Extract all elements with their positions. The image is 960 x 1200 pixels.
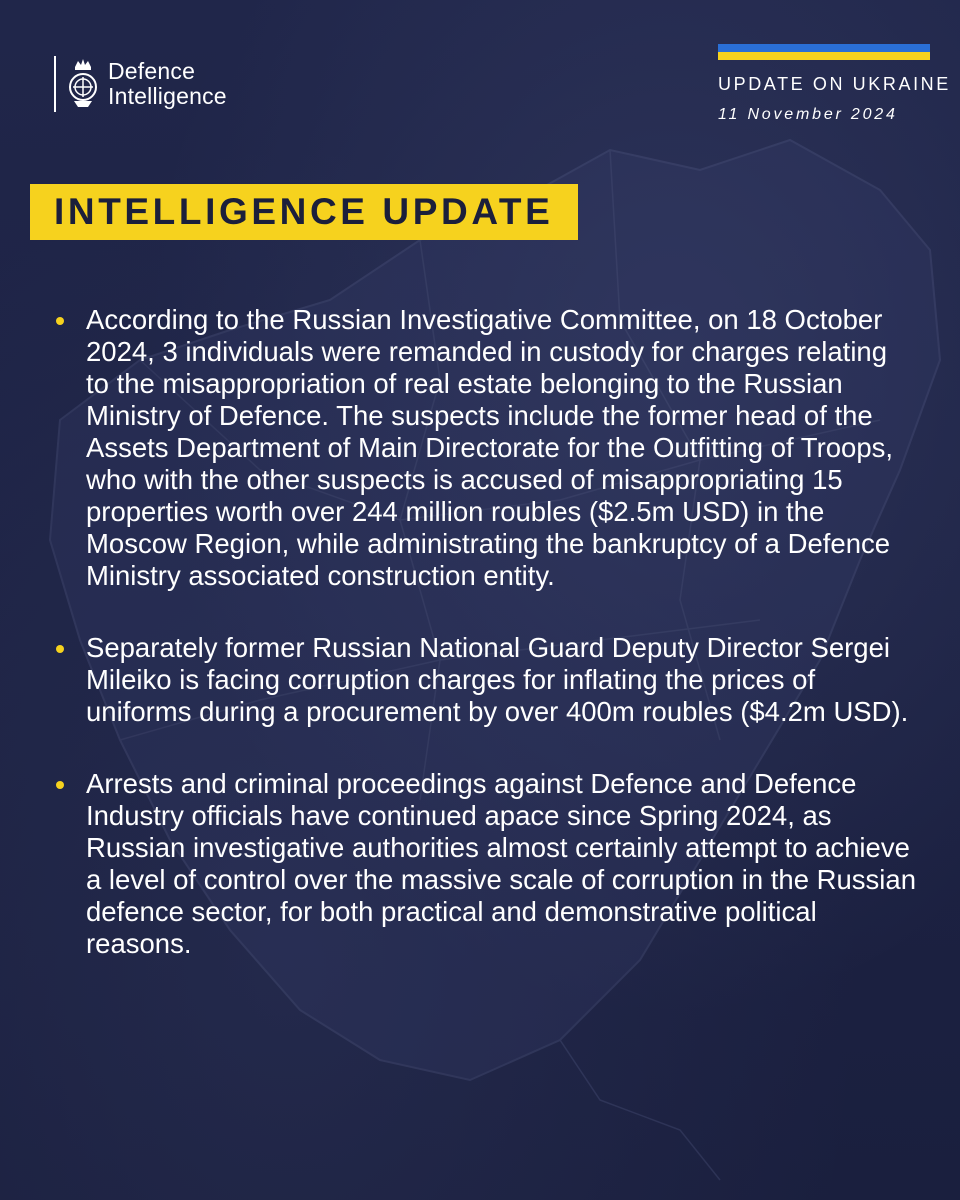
brand-line-intelligence: Intelligence	[108, 83, 227, 109]
bullet-dot-icon	[56, 317, 64, 325]
bullet-item	[56, 768, 916, 960]
bullet-item	[56, 304, 916, 592]
bullet-dot-icon	[56, 645, 64, 653]
bullet-text: Arrests and criminal proceedings against Defence and Defence Industry officials have continued apace since Spring 2024, as Russian investigative authorities almost certainly attempt to achieve a level of control over the massive scale of corruption in the Russian defence sector, for both practical and demonstrative political reasons.	[86, 768, 916, 959]
flag-blue-stripe	[718, 44, 930, 52]
brand-line-defence: Defence	[108, 58, 196, 84]
bullet-list	[56, 304, 916, 1000]
royal-crest-icon	[66, 57, 100, 111]
update-date: 11 November 2024	[718, 106, 898, 123]
bullet-dot-icon	[56, 781, 64, 789]
ukraine-flag	[718, 44, 930, 60]
flag-yellow-stripe	[718, 52, 930, 60]
update-on-ukraine-label: UPDATE ON UKRAINE	[718, 74, 951, 94]
bullet-text: Separately former Russian National Guard Deputy Director Sergei Mileiko is facing corruption charges for inflating the prices of uniforms during a procurement by over 400m roubles ($4.2m USD).	[86, 632, 909, 727]
intelligence-update-banner: INTELLIGENCE UPDATE	[30, 184, 578, 240]
logo-divider	[54, 56, 56, 112]
defence-intelligence-logo	[54, 56, 227, 112]
bullet-text: According to the Russian Investigative Committee, on 18 October 2024, 3 individuals were remanded in custody for charges relating to the misappropriation of real estate belonging to the Russian Ministry of Defence. The suspects include the former head of the Assets Department of Main Directorate for the Outfitting of Troops, who with the other suspects is accused of misappropriating 15 properties worth over 244 million roubles ($2.5m USD) in the Moscow Region, while administrating the bankruptcy of a Defence Ministry associated construction entity.	[86, 304, 894, 591]
bullet-item	[56, 632, 916, 728]
